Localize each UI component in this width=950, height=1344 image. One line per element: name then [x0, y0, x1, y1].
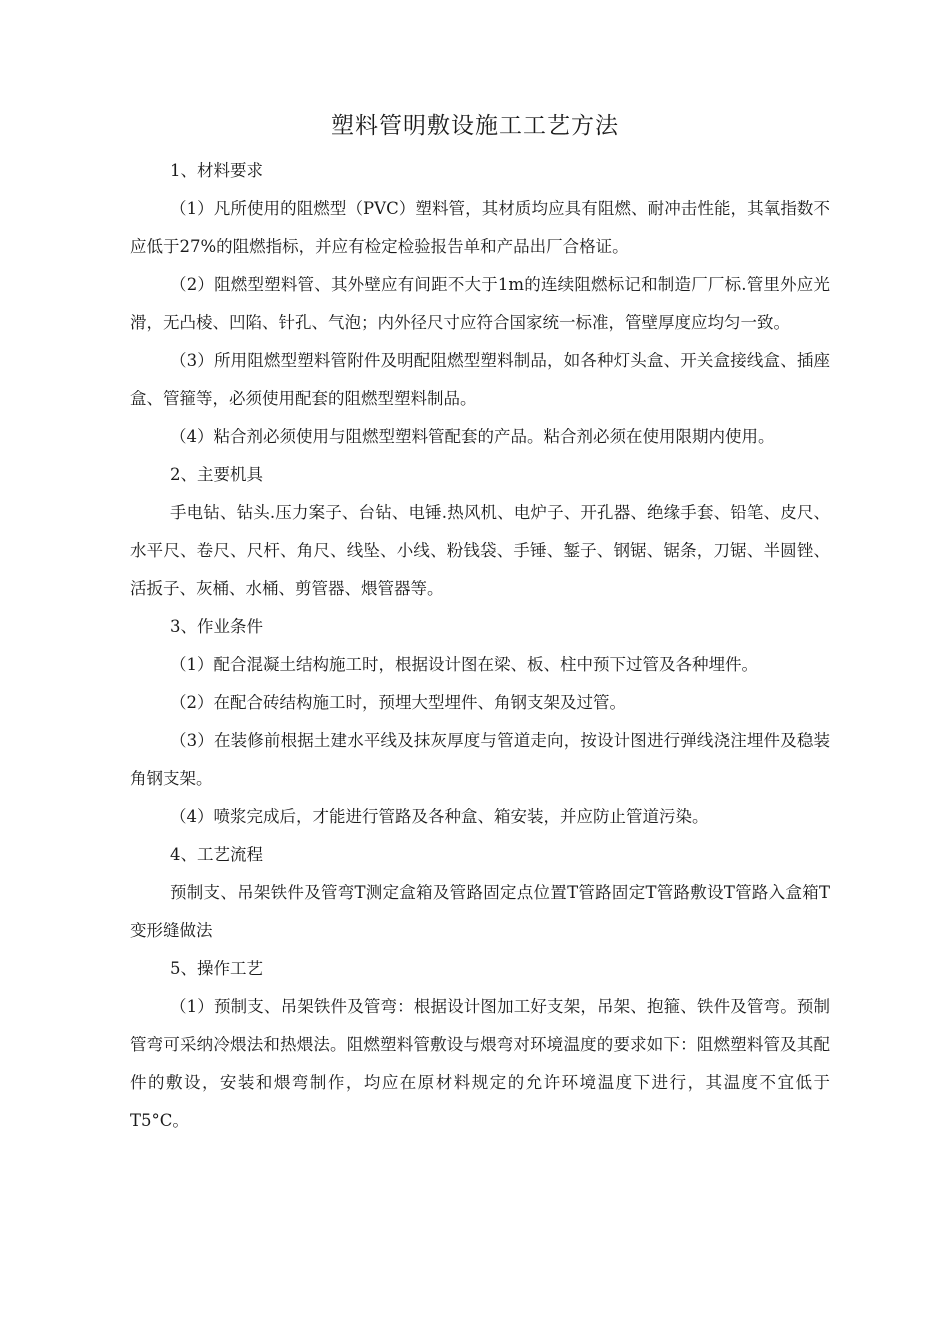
section-heading-process: 4、工艺流程: [170, 845, 263, 864]
paragraph-materials-1: （1）凡所使用的阻燃型（PVC）塑料管，其材质均应具有阻燃、耐冲击性能，其氧指数不应低于27%的阻燃指标，并应有检定检验报告单和产品出厂合格证。: [130, 199, 830, 256]
section-heading-tools: 2、主要机具: [170, 465, 263, 484]
document-title: 塑料管明敷设施工工艺方法: [331, 113, 619, 139]
paragraph-conditions-2: （2）在配合砖结构施工时，预埋大型埋件、角钢支架及过管。: [170, 693, 626, 712]
section-heading-conditions: 3、作业条件: [170, 617, 263, 636]
section-heading-operation: 5、操作工艺: [170, 959, 263, 978]
paragraph-tools: 手电钻、钻头.压力案子、台钻、电锤.热风机、电炉子、开孔器、绝缘手套、铅笔、皮尺、水平尺、卷尺、尺杆、角尺、线坠、小线、粉钱袋、手锤、錾子、钢锯、锯条，刀锯、半圆锉、活扳子、灰桶、水桶、剪管器、煨管器等。: [130, 503, 830, 598]
paragraph-materials-3: （3）所用阻燃型塑料管附件及明配阻燃型塑料制品，如各种灯头盒、开关盒接线盒、插座盒、管箍等，必须使用配套的阻燃型塑料制品。: [130, 351, 830, 408]
paragraph-materials-2: （2）阻燃型塑料管、其外壁应有间距不大于1m的连续阻燃标记和制造厂厂标.管里外应光滑，无凸棱、凹陷、针孔、气泡；内外径尺寸应符合国家统一标准，管壁厚度应均匀一致。: [130, 275, 830, 332]
document-body: [130, 152, 830, 1140]
paragraph-materials-4: （4）粘合剂必须使用与阻燃型塑料管配套的产品。粘合剂必须在使用限期内使用。: [170, 427, 775, 446]
paragraph-process: 预制支、吊架铁件及管弯T测定盒箱及管路固定点位置T管路固定T管路敷设T管路入盒箱T变形缝做法: [130, 883, 830, 940]
paragraph-conditions-3: （3）在装修前根据土建水平线及抹灰厚度与管道走向，按设计图进行弹线浇注埋件及稳装角钢支架。: [130, 731, 830, 788]
paragraph-conditions-1: （1）配合混凝土结构施工时，根据设计图在梁、板、柱中预下过管及各种埋件。: [170, 655, 758, 674]
section-heading-materials: 1、材料要求: [170, 161, 263, 180]
paragraph-conditions-4: （4）喷浆完成后，才能进行管路及各种盒、箱安装，并应防止管道污染。: [170, 807, 709, 826]
paragraph-operation-1: （1）预制支、吊架铁件及管弯：根据设计图加工好支架，吊架、抱箍、铁件及管弯。预制管弯可采纳冷煨法和热煨法。阻燃塑料管敷设与煨弯对环境温度的要求如下：阻燃塑料管及其配件的敷设，安装和煨弯制作，均应在原材料规定的允许环境温度下进行，其温度不宜低于T5°C。: [130, 997, 830, 1130]
